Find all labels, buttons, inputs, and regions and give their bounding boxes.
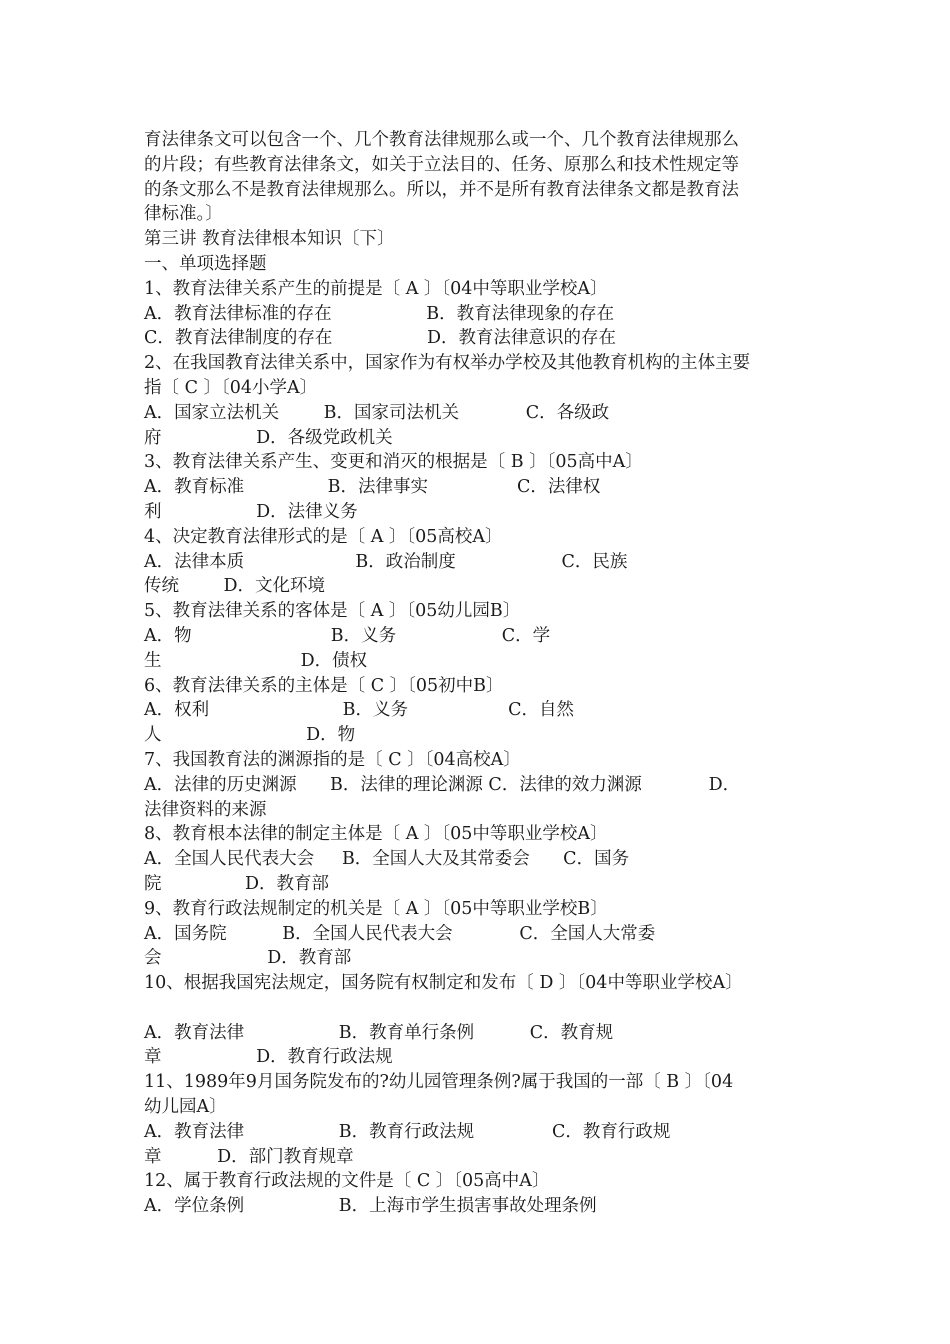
question-11: 幼儿园A〕 bbox=[144, 1097, 227, 1118]
question-5-options: 生 D．债权 bbox=[144, 650, 368, 671]
text-line: 的条文那么不是教育法律规那么。所以，并不是所有教育法律条文都是教育法 bbox=[144, 179, 739, 200]
question-4-options: 传统 D．文化环境 bbox=[144, 576, 326, 597]
question-12: 12、属于教育行政法规的文件是〔 C 〕〔05高中A〕 bbox=[144, 1171, 550, 1192]
question-6-options: A．权利 B．义务 C．自然 bbox=[144, 700, 575, 721]
question-7-options: A．法律的历史渊源 B．法律的理论渊源 C．法律的效力渊源 D． bbox=[144, 774, 741, 795]
question-5-options: A．物 B．义务 C．学 bbox=[144, 625, 551, 646]
section-heading: 第三讲 教育法律根本知识〔下〕 bbox=[144, 229, 395, 250]
question-2: 指〔 C 〕〔04小学A〕 bbox=[144, 377, 318, 398]
question-10: 10、根据我国宪法规定，国务院有权制定和发布〔 D 〕〔04中等职业学校A〕 bbox=[144, 973, 743, 994]
question-3: 3、教育法律关系产生、变更和消灭的根据是〔 B 〕〔05高中A〕 bbox=[144, 452, 643, 473]
question-4: 4、决定教育法律形式的是〔 A 〕〔05高校A〕 bbox=[144, 526, 503, 547]
question-11-options: 章 D．部门教育规章 bbox=[144, 1146, 354, 1167]
question-7-options: 法律资料的来源 bbox=[144, 799, 267, 820]
question-6: 6、教育法律关系的主体是〔 C 〕〔05初中B〕 bbox=[144, 675, 504, 696]
question-2: 2、在我国教育法律关系中，国家作为有权举办学校及其他教育机构的主体主要 bbox=[144, 353, 751, 374]
question-8-options: A．全国人民代表大会 B．全国人大及其常委会 C．国务 bbox=[144, 849, 630, 870]
question-3-options: A．教育标准 B．法律事实 C．法律权 bbox=[144, 477, 601, 498]
question-3-options: 利 D．法律义务 bbox=[144, 501, 358, 522]
question-9-options: 会 D．教育部 bbox=[144, 948, 352, 969]
question-8: 8、教育根本法律的制定主体是〔 A 〕〔05中等职业学校A〕 bbox=[144, 824, 608, 845]
question-11: 11、1989年9月国务院发布的?幼儿园管理条例?属于我国的一部〔 B 〕〔04 bbox=[144, 1072, 734, 1093]
question-9: 9、教育行政法规制定的机关是〔 A 〕〔05中等职业学校B〕 bbox=[144, 898, 608, 919]
document-page bbox=[144, 128, 808, 1219]
question-7: 7、我国教育法的渊源指的是〔 C 〕〔04高校A〕 bbox=[144, 749, 521, 770]
question-6-options: 人 D．物 bbox=[144, 725, 356, 746]
text-line: 育法律条文可以包含一个、几个教育法律规那么或一个、几个教育法律规那么 bbox=[144, 130, 739, 150]
question-11-options: A．教育法律 B．教育行政法规 C．教育行政规 bbox=[144, 1121, 671, 1142]
question-1-options: C．教育法律制度的存在 D．教育法律意识的存在 bbox=[144, 328, 616, 349]
question-9-options: A．国务院 B．全国人民代表大会 C．全国人大常委 bbox=[144, 923, 656, 944]
question-4-options: A．法律本质 B．政治制度 C．民族 bbox=[144, 551, 628, 572]
text-line: 的片段；有些教育法律条文，如关于立法目的、任务、原那么和技术性规定等 bbox=[144, 154, 739, 175]
subsection-heading: 一、单项选择题 bbox=[144, 253, 267, 274]
question-1-options: A．教育法律标准的存在 B．教育法律现象的存在 bbox=[144, 303, 615, 324]
question-1: 1、教育法律关系产生的前提是〔 A 〕〔04中等职业学校A〕 bbox=[144, 278, 608, 299]
question-10-options: 章 D．教育行政法规 bbox=[144, 1047, 393, 1068]
question-2-options: A．国家立法机关 B．国家司法机关 C．各级政 bbox=[144, 402, 610, 423]
text-line: 律标准。〕 bbox=[144, 204, 223, 225]
question-8-options: 院 D．教育部 bbox=[144, 873, 329, 894]
question-10-options: A．教育法律 B．教育单行条例 C．教育规 bbox=[144, 1022, 614, 1043]
question-12-options: A．学位条例 B．上海市学生损害事故处理条例 bbox=[144, 1196, 597, 1217]
blank-line bbox=[144, 996, 808, 1021]
question-5: 5、教育法律关系的客体是〔 A 〕〔05幼儿园B〕 bbox=[144, 601, 521, 622]
question-2-options: 府 D．各级党政机关 bbox=[144, 427, 393, 448]
